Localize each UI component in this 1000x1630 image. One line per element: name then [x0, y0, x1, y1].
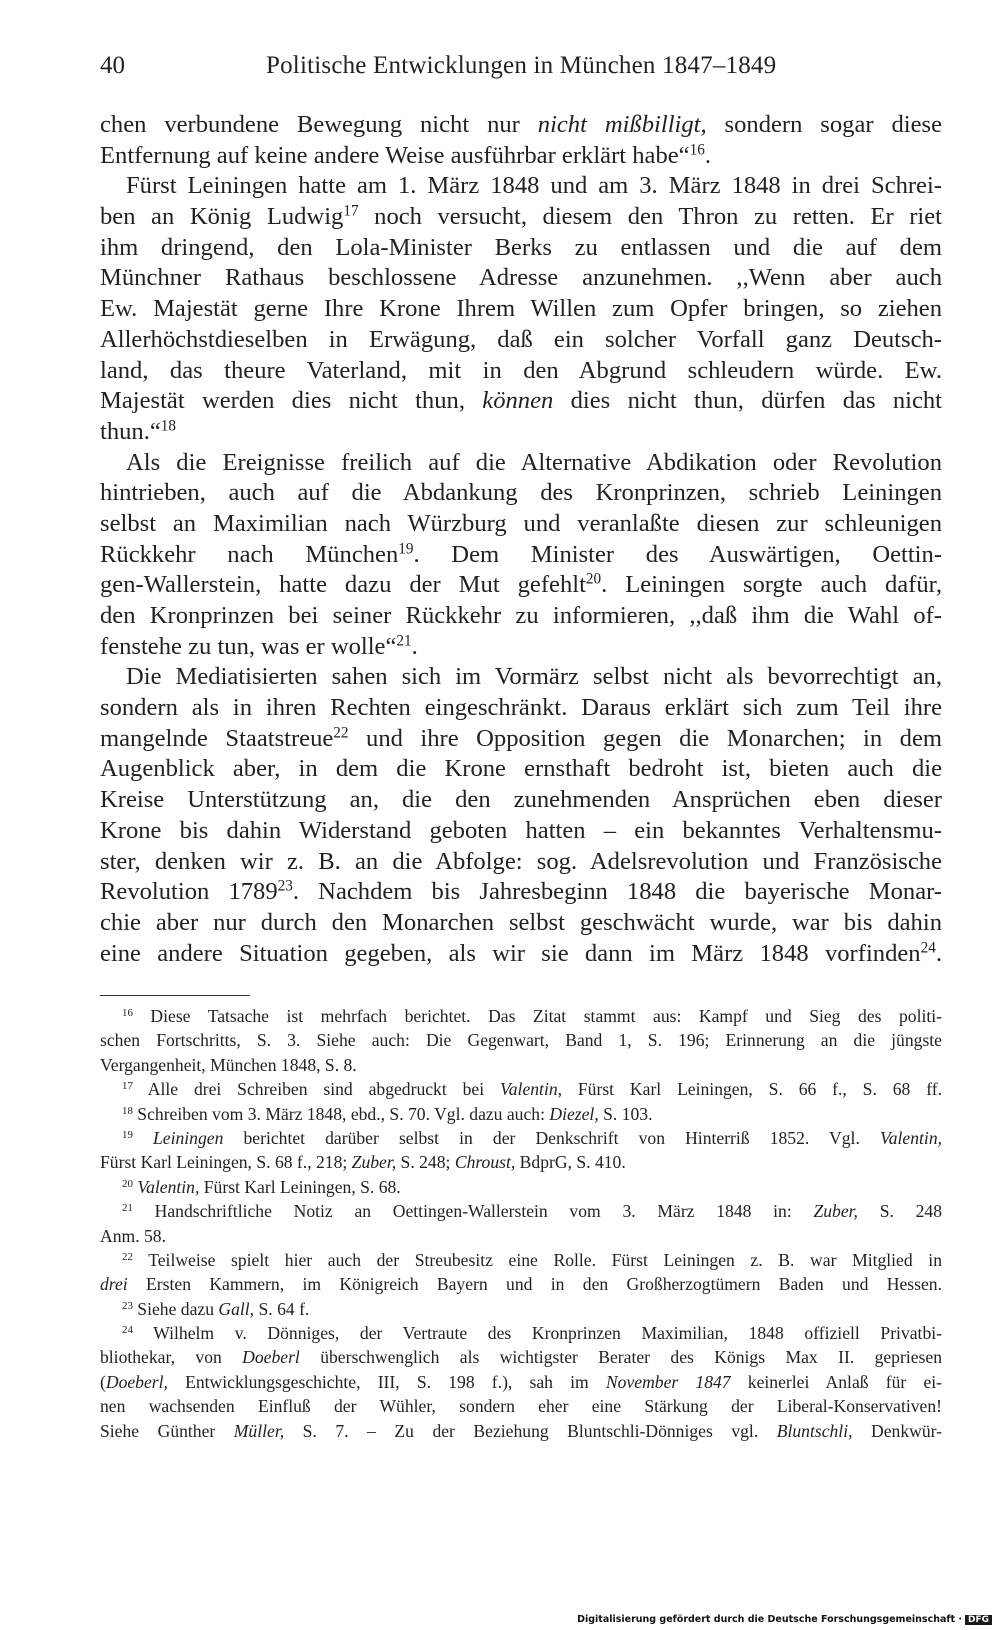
text-run: und ihre Opposition gegen die Monarchen; in dem	[348, 724, 942, 752]
text-run: S. 7. – Zu der Beziehung Bluntschli-Dönniges vgl.	[284, 1420, 777, 1441]
text-line	[100, 785, 942, 816]
footnote-line	[100, 1053, 942, 1077]
digitization-credit	[577, 1614, 992, 1625]
footnote-line	[100, 1394, 942, 1418]
text-line	[100, 325, 942, 356]
text-run: gen-Wallerstein, hatte dazu der Mut gefehlt	[100, 571, 586, 599]
text-run: Als die Ereignisse freilich auf die Alternative Abdikation oder Revolution	[126, 448, 942, 476]
text-line	[100, 847, 942, 878]
italic-text: Müller,	[233, 1420, 285, 1441]
italic-text: Diezel,	[549, 1103, 599, 1124]
footnote-line	[100, 1321, 942, 1345]
text-line	[100, 632, 942, 663]
text-run: Diese Tatsache ist mehrfach berichtet. Das Zitat stammt aus: Kampf und Sieg des politi-	[132, 1006, 942, 1026]
text-run: Entfernung auf keine andere Weise ausführbar erklärt habe“	[100, 141, 690, 169]
footnote-separator	[100, 995, 250, 996]
text-line	[100, 233, 942, 264]
text-run: den Kronprinzen bei seiner Rückkehr zu informieren, ,,daß ihm die Wahl of-	[100, 602, 942, 629]
text-run: Vergangenheit, München 1848, S. 8.	[100, 1054, 357, 1075]
footnote-ref: 16	[689, 141, 705, 159]
text-line	[100, 141, 942, 172]
footnotes	[100, 1004, 942, 1443]
text-run: eine andere Situation gegeben, als wir sie dann im März 1848 vorfinden	[100, 939, 921, 967]
italic-text: Valentin,	[137, 1176, 200, 1197]
text-run: hintrieben, auch auf die Abdankung des Kronprinzen, schrieb Leiningen	[100, 479, 942, 507]
text-line	[100, 754, 942, 785]
italic-text: Bluntschli,	[776, 1420, 853, 1441]
text-run: chen verbundene Bewegung nicht nur	[100, 111, 538, 138]
page-number: 40	[100, 52, 125, 79]
italic-text: drei	[100, 1274, 128, 1295]
text-line	[100, 509, 942, 540]
footnote-line	[100, 1126, 942, 1150]
footnote-ref: 21	[396, 632, 412, 650]
text-run: land, das theure Vaterland, mit in den Abgrund schleudern würde. Ew.	[100, 356, 942, 384]
text-run: ster, denken wir z. B. an die Abfolge: sog. Adelsrevolution und Französische	[100, 847, 942, 875]
text-run: . Leiningen sorgte auch dafür,	[601, 571, 942, 599]
text-line	[100, 816, 942, 847]
body-text	[100, 110, 942, 969]
text-run: S. 103.	[598, 1103, 653, 1124]
text-line	[100, 724, 942, 755]
text-run: Siehe dazu	[132, 1298, 219, 1319]
footnote-ref: 16	[122, 1007, 133, 1019]
footnote-line	[100, 1199, 942, 1223]
footnote-ref: 23	[277, 877, 293, 895]
text-line	[100, 570, 942, 601]
text-line	[100, 263, 942, 294]
dfg-logo: DFG	[965, 1615, 992, 1625]
text-run: Schreiben vom 3. März 1848, ebd., S. 70. Vgl. dazu auch:	[132, 1103, 550, 1124]
text-run: thun.“	[100, 417, 161, 445]
text-run: Entwicklungsgeschichte, III, S. 198 f.), sah im	[167, 1371, 606, 1392]
text-run: .	[935, 939, 942, 967]
text-run: . Nachdem bis Jahresbeginn 1848 die bayerische Monar-	[292, 878, 942, 906]
text-line	[100, 540, 942, 571]
text-run: BdprG, S. 410.	[515, 1152, 626, 1173]
footnote-ref: 22	[333, 724, 349, 742]
text-run: S. 64 f.	[254, 1298, 310, 1319]
footnote-ref: 19	[398, 540, 414, 558]
footnote-ref: 23	[122, 1299, 133, 1312]
footnote-ref: 17	[343, 202, 359, 220]
footnote-line	[100, 1297, 942, 1321]
text-run: S. 248	[857, 1201, 942, 1222]
text-run: Krone bis dahin Widerstand geboten hatten – ein bekanntes Verhaltensmu-	[100, 816, 942, 844]
footnote-line	[100, 1028, 942, 1052]
footnote-line	[100, 1272, 942, 1296]
text-run: sondern sogar diese	[706, 111, 942, 138]
italic-text: Doeberl	[242, 1347, 300, 1368]
text-run: Rückkehr nach München	[100, 540, 399, 568]
text-run: Anm. 58.	[100, 1225, 166, 1246]
text-run: Fürst Karl Leiningen, S. 68.	[199, 1176, 401, 1197]
text-line	[100, 693, 942, 724]
footnote-ref: 20	[122, 1177, 133, 1190]
footnote-ref: 17	[122, 1080, 133, 1093]
text-run: Allerhöchstdieselben in Erwägung, daß ein solcher Vorfall ganz Deutsch-	[100, 325, 942, 353]
text-run: Ersten Kammern, im Königreich Bayern und in den Großherzogtümern Baden und Hessen.	[127, 1274, 942, 1295]
text-run: S. 248;	[396, 1152, 455, 1173]
text-run: ihm dringend, den Lola-Minister Berks zu entlassen und die auf dem	[100, 233, 942, 261]
text-run: sondern als in ihren Rechten eingeschränkt. Daraus erklärt sich zum Teil ihre	[100, 694, 942, 722]
text-line	[100, 877, 942, 908]
text-run: Handschriftliche Notiz an Oettingen-Wallerstein vom 3. März 1848 in:	[132, 1201, 814, 1222]
text-line	[100, 662, 942, 693]
footnote-ref: 19	[122, 1128, 133, 1141]
text-run: keinerlei Anlaß für ei-	[730, 1371, 942, 1392]
italic-text: Zuber,	[351, 1152, 397, 1173]
text-line	[100, 356, 942, 387]
text-run: berichtet darüber selbst in der Denkschrift von Hinterriß 1852. Vgl.	[223, 1127, 880, 1148]
footnote-line	[100, 1102, 942, 1126]
text-run: Siehe Günther	[100, 1420, 234, 1441]
text-run: Die Mediatisierten sahen sich im Vormärz selbst nicht als bevorrechtigt an,	[126, 663, 942, 691]
text-run: nen wachsenden Einfluß der Wühler, sondern eher eine Stärkung der Liberal-Konservativen!	[100, 1396, 942, 1417]
text-run: Fürst Leiningen hatte am 1. März 1848 und am 3. März 1848 in drei Schrei-	[126, 172, 942, 200]
text-run: überschwenglich als wichtigster Berater des Königs Max II. gepriesen	[299, 1347, 942, 1368]
text-run: noch versucht, diesem den Thron zu retten. Er riet	[358, 203, 942, 231]
text-run: mangelnde Staatstreue	[100, 724, 334, 752]
text-line	[100, 294, 942, 325]
text-run: schen Fortschritts, S. 3. Siehe auch: Die Gegenwart, Band 1, S. 196; Erinnerung an die jüngste	[100, 1030, 942, 1051]
text-run: bliothekar, von	[100, 1347, 243, 1368]
text-line	[100, 110, 942, 141]
text-run: .	[411, 632, 418, 660]
text-run: Fürst Karl Leiningen, S. 68 f., 218;	[100, 1152, 352, 1173]
italic-text: Valentin,	[879, 1127, 943, 1148]
text-run: fenstehe zu tun, was er wolle“	[100, 632, 397, 660]
text-line	[100, 478, 942, 509]
footnote-line	[100, 1345, 942, 1369]
running-title: Politische Entwicklungen in München 1847–1849	[266, 52, 777, 79]
text-line	[100, 601, 942, 632]
footnote-line	[100, 1077, 942, 1101]
italic-text: Chroust,	[454, 1152, 516, 1173]
footnote-line	[100, 1370, 942, 1394]
text-run: . Dem Minister des Auswärtigen, Oettin-	[413, 540, 942, 568]
italic-text: Doeberl,	[105, 1371, 168, 1392]
footnote-ref: 20	[585, 570, 602, 588]
text-run: chie aber nur durch den Monarchen selbst geschwächt wurde, war bis dahin	[100, 908, 942, 936]
text-run: .	[704, 141, 711, 169]
text-run: Denkwür-	[852, 1420, 942, 1441]
footnote-line	[100, 1248, 942, 1272]
credit-text: Digitalisierung gefördert durch die Deutsche Forschungsgemeinschaft ·	[577, 1614, 962, 1625]
footnote-ref: 24	[920, 939, 936, 957]
text-run: Münchner Rathaus beschlossene Adresse anzunehmen. ,,Wenn aber auch	[100, 264, 942, 292]
footnote-ref: 18	[160, 417, 177, 435]
italic-text: Gall,	[218, 1298, 255, 1319]
text-run: Revolution 1789	[100, 878, 278, 906]
footnote-ref: 24	[122, 1324, 133, 1337]
italic-text: Zuber,	[813, 1201, 858, 1222]
text-run: Alle drei Schreiben sind abgedruckt bei	[132, 1079, 500, 1100]
text-run: Fürst Karl Leiningen, S. 66 f., S. 68 ff.	[562, 1079, 942, 1100]
footnote-line	[100, 1224, 942, 1248]
text-run: Ew. Majestät gerne Ihre Krone Ihrem Willen zum Opfer bringen, so ziehen	[100, 295, 942, 323]
footnote-line	[100, 1419, 942, 1443]
footnote-ref: 21	[122, 1202, 133, 1215]
text-run: Augenblick aber, in dem die Krone ernsthaft bedroht ist, bieten auch die	[100, 755, 942, 783]
text-run: Teilweise spielt hier auch der Streubesitz eine Rolle. Fürst Leiningen z. B. war Mitglied in	[132, 1249, 942, 1270]
text-line	[100, 417, 942, 448]
text-run: dies nicht thun, dürfen das nicht	[553, 387, 943, 415]
footnote-ref: 22	[122, 1250, 133, 1263]
text-run: Majestät werden dies nicht thun,	[100, 387, 483, 415]
footnote-line	[100, 1175, 942, 1199]
footnote-ref: 18	[122, 1104, 133, 1117]
running-header	[100, 52, 942, 86]
italic-text: November 1847	[605, 1371, 731, 1392]
footnote-line	[100, 1004, 942, 1028]
italic-text: können	[482, 387, 554, 415]
footnote-line	[100, 1150, 942, 1174]
text-run: Wilhelm v. Dönniges, der Vertraute des Kronprinzen Maximilian, 1848 offiziell Privatbi-	[132, 1323, 942, 1344]
text-run: (	[100, 1371, 106, 1392]
text-run: Kreise Unterstützung an, die den zunehmenden Ansprüchen eben dieser	[100, 786, 942, 814]
text-line	[100, 171, 942, 202]
italic-text: nicht mißbilligt,	[537, 111, 707, 138]
text-run: ben an König Ludwig	[100, 203, 344, 231]
text-run	[133, 1128, 153, 1148]
italic-text: Valentin,	[499, 1079, 563, 1100]
text-run: selbst an Maximilian nach Würzburg und veranlaßte diesen zur schleunigen	[100, 509, 942, 537]
text-line	[100, 386, 942, 417]
text-line	[100, 202, 942, 233]
text-line	[100, 939, 942, 970]
text-line	[100, 908, 942, 939]
italic-text: Leiningen	[153, 1127, 224, 1148]
text-line	[100, 448, 942, 479]
